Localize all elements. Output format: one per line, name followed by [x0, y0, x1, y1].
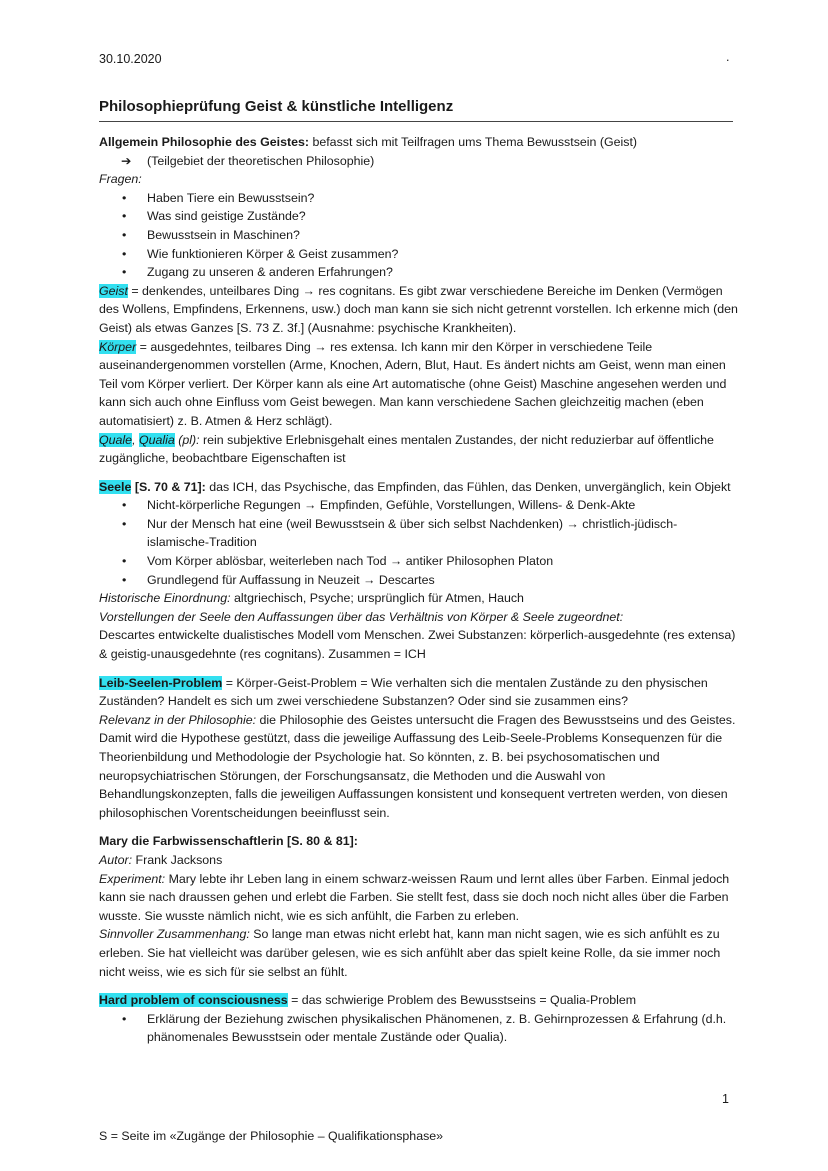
hypothese-paragraph: Damit wird die Hypothese gestützt, dass die jeweilige Auffassung des Leib-Seele-Problems Konsequenzen für die Theorienbildung und Methodologie der Psychologie hat. So könnten, z. B. bei psychosomatischen und neuropsychiatrischen Störungen, der Forschungsansatz, die Methoden und die Auswahl von Behandlungskonzepten, falls die jeweiligen Auffassungen konsistent und konsequent vertreten werden, von diesen philosophischen Vorentscheidungen beeinflusst sein. [99, 731, 728, 820]
seele-term: Seele [99, 479, 132, 494]
questions-list [99, 189, 739, 282]
header-mark: . [726, 50, 730, 64]
quale-suffix: (pl): [174, 432, 200, 447]
title-rule [99, 121, 733, 122]
hist-text: altgriechisch, Psyche; ursprünglich für Atmen, Hauch [230, 591, 524, 606]
qualia-term: Qualia [138, 432, 175, 447]
quale-paragraph [99, 431, 739, 468]
spacer [99, 822, 739, 832]
author-name: Frank Jacksons [132, 852, 223, 867]
intro-text: befasst sich mit Teilfragen ums Thema Bewusstsein (Geist) [309, 135, 638, 149]
historische-einordnung [99, 589, 739, 608]
mary-zusammenhang [99, 925, 739, 981]
geist-paragraph [99, 282, 739, 338]
list-item: • Bewusstsein in Maschinen? [99, 226, 739, 245]
page-title: Philosophieprüfung Geist & künstliche Intelligenz [99, 98, 454, 115]
spacer [99, 468, 739, 478]
hard-term: Hard problem of consciousness [99, 993, 288, 1008]
hard-paragraph [99, 991, 739, 1010]
leib-text: = Körper-Geist-Problem = Wie verhalten sich die mentalen Zustände zu den physischen Zuständen? Handelt es sich um zwei verschiedene Substanzen? Oder sind sie zusammen eins? [99, 675, 708, 709]
seele-list [99, 496, 739, 589]
spacer [99, 981, 739, 991]
hist-label: Historische Einordnung: [99, 591, 231, 606]
header-date: 30.10.2020 [99, 52, 162, 66]
footer-note: S = Seite im «Zugänge der Philosophie – Qualifikationsphase» [99, 1129, 444, 1143]
list-item: • Grundlegend für Auffassung in Neuzeit → Descartes [99, 571, 739, 590]
list-item: • Vom Körper ablösbar, weiterleben nach Tod → antiker Philosophen Platon [99, 552, 739, 571]
page-number: 1 [722, 1092, 729, 1106]
list-item: • Was sind geistige Zustände? [99, 207, 739, 226]
relevanz-text: die Philosophie des Geistes untersucht die Fragen des Bewusstseins und des Geistes. [256, 712, 736, 727]
experiment-label: Experiment: [99, 871, 166, 886]
koerper-term: Körper [99, 339, 137, 354]
mary-heading: Mary die Farbwissenschaftlerin [S. 80 & 81]: [99, 834, 358, 849]
seele-ref: [S. 70 & 71]: [131, 479, 206, 494]
intro-paragraph [99, 133, 739, 152]
geist-term: Geist [99, 283, 128, 298]
list-item: • Nicht-körperliche Regungen → Empfinden, Gefühle, Vorstellungen, Willens- & Denk-Akte [99, 496, 739, 515]
geist-text: = denkendes, unteilbares Ding → res cognitans. Es gibt zwar verschiedene Bereiche im Denken (Vermögen des Wollens, Empfindens, Erkennens, usw.) doch man kann sie sich nicht getrennt vorstellen. Ich erkenne mich (den Geist) als etwas Ganzes [S. 73 Z. 3f.] (Ausnahme: psychische Krankheiten). [99, 283, 738, 335]
seele-text: das ICH, das Psychische, das Empfinden, das Fühlen, das Denken, unvergänglich, kein Objekt [205, 479, 731, 494]
zusammenhang-label: Sinnvoller Zusammenhang: [99, 927, 250, 942]
list-item: • Nur der Mensch hat eine (weil Bewusstsein & über sich selbst Nachdenken) → christlich-jüdisch-islamische-Tradition [99, 515, 739, 552]
hard-list [99, 1010, 739, 1047]
seele-paragraph [99, 478, 739, 497]
intro-heading: Allgemein Philosophie des Geistes: [99, 135, 310, 149]
quale-text: rein subjektive Erlebnisgehalt eines mentalen Zustandes, der nicht reduzierbar auf öffentliche zugängliche, beobachtbare Eigenschaften ist [99, 432, 714, 466]
koerper-paragraph [99, 338, 739, 431]
list-item: • Zugang zu unseren & anderen Erfahrungen? [99, 263, 739, 282]
hard-text: = das schwierige Problem des Bewusstseins = Qualia-Problem [287, 993, 637, 1008]
quale-term: Quale [99, 432, 133, 447]
vorstellungen-text: Descartes entwickelte dualistisches Modell vom Menschen. Zwei Substanzen: körperlich-ausgedehnte (res extensa) & geistig-unausgedehnte (res cognitans). Zusammen = ICH [99, 628, 736, 662]
list-item: • Erklärung der Beziehung zwischen physikalischen Phänomenen, z. B. Gehirnprozessen & Erfahrung (d.h. phänomenales Bewusstsein oder mentale Zustände oder Qualia). [99, 1010, 739, 1047]
intro-arrow-text: (Teilgebiet der theoretischen Philosophie) [147, 153, 375, 168]
list-item: • Wie funktionieren Körper & Geist zusammen? [99, 245, 739, 264]
intro-arrow-line [99, 152, 739, 171]
arrow-right-icon: ➔ [121, 153, 132, 168]
leib-paragraph [99, 674, 739, 711]
vorstellungen-label: Vorstellungen der Seele den Auffassungen über das Verhältnis von Körper & Seele zugeordnet: [99, 609, 624, 624]
document-body [99, 133, 739, 1047]
quale-sep: , [132, 432, 139, 447]
relevanz-label: Relevanz in der Philosophie: [99, 712, 257, 727]
spacer [99, 664, 739, 674]
author-label: Autor: [99, 852, 133, 867]
leib-term: Leib-Seelen-Problem [99, 675, 223, 690]
koerper-text: = ausgedehntes, teilbares Ding → res extensa. Ich kann mir den Körper in verschiedene Teile auseinandergenommen vorstellen (Arme, Knochen, Adern, Blut, Haut. Es ändert nichts am Geist, wenn man einen Teil vom Körper verliert. Der Körper kann als eine Art automatische (ohne Geist) Maschine angesehen werden und kann sich auch ohne Einfluss vom Geist bewegen. Man kann verschiedene Sachen gleichzeitig machen (eben automatisiert) z. B. Atmen & Herz schlägt). [99, 339, 727, 428]
mary-experiment [99, 870, 739, 926]
list-item: • Haben Tiere ein Bewusstsein? [99, 189, 739, 208]
experiment-text: Mary lebte ihr Leben lang in einem schwarz-weissen Raum und lernt alles über Farben. Einmal jedoch kann sie nach draussen gehen und erlebt die Farben. Sie stellt fest, dass sie doch noch nicht alles über die Farben wusste. Sie wusste nämlich nicht, wie es sich anfühlt, die Farben zu erleben. [99, 871, 730, 923]
relevanz-paragraph [99, 711, 739, 730]
zusammenhang-text: So lange man etwas nicht erlebt hat, kann man nicht sagen, wie es sich anfühlt es zu erleben. Sie hat vielleicht was darüber gelesen, wie es sich anfühlt aber das spielt keine Rolle, da sie immer noch nicht weiss, wie es sich für sie selbst an fühlt. [99, 927, 721, 979]
questions-label: Fragen: [99, 172, 142, 187]
mary-author [99, 851, 739, 870]
